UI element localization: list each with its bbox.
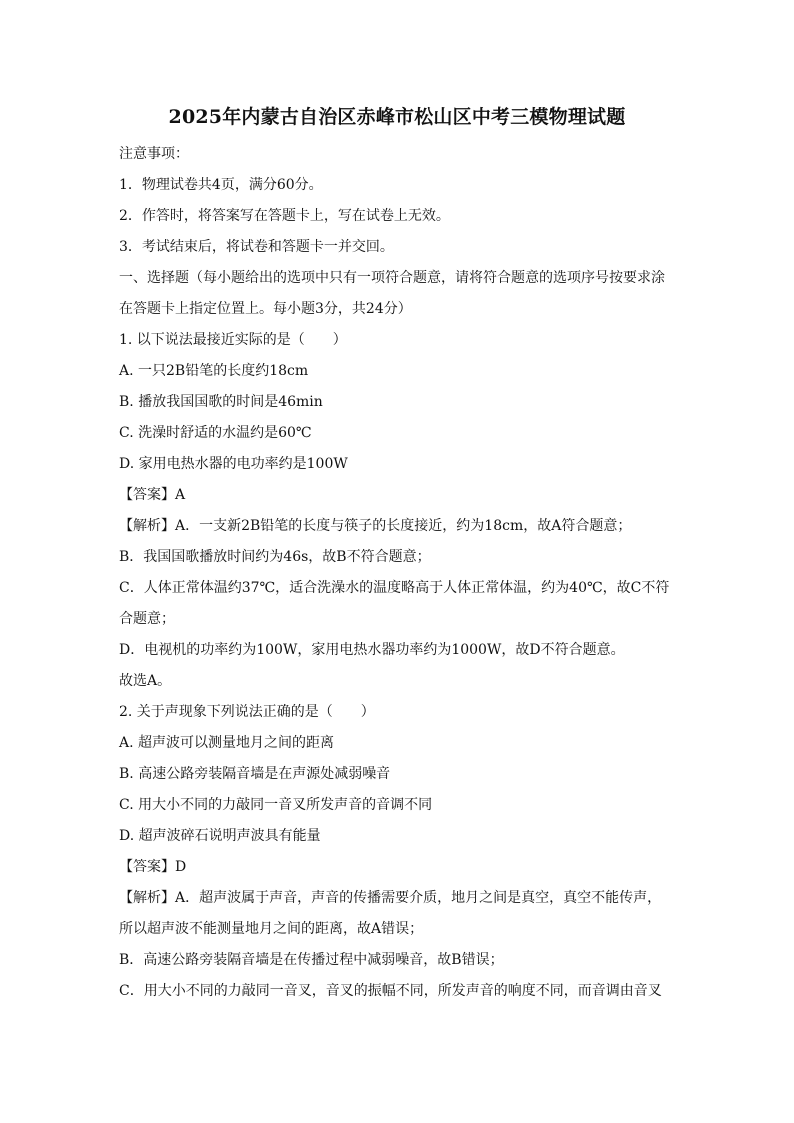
q1-analysis: D．电视机的功率约为100W，家用电热水器功率约为1000W，故D不符合题意。: [119, 642, 625, 658]
section-heading: 一、选择题（每小题给出的选项中只有一项符合题意，请将符合题意的选项序号按要求涂: [119, 270, 665, 286]
q2-option-b: B. 高速公路旁装隔音墙是在声源处减弱噪音: [119, 766, 391, 782]
notice-heading: 注意事项：: [119, 146, 189, 162]
q1-option-c: C. 洗澡时舒适的水温约是60℃: [119, 425, 312, 441]
q2-analysis: 所以超声波不能测量地月之间的距离，故A错误；: [119, 921, 424, 937]
question-1: 1. 以下说法最接近实际的是（ ）: [119, 332, 347, 348]
notice-item: 2．作答时，将答案写在答题卡上，写在试卷上无效。: [119, 208, 450, 224]
notice-item: 3．考试结束后，将试卷和答题卡一并交回。: [119, 239, 394, 255]
q2-analysis: B．高速公路旁装隔音墙是在传播过程中减弱噪音，故B错误；: [119, 952, 504, 968]
q1-analysis: 合题意；: [119, 611, 175, 627]
q1-analysis: 【解析】A．一支新2B铅笔的长度与筷子的长度接近，约为18cm，故A符合题意；: [119, 518, 632, 534]
q2-analysis: 【解析】A．超声波属于声音，声音的传播需要介质，地月之间是真空，真空不能传声，: [119, 890, 662, 906]
q1-conclusion: 故选A。: [119, 673, 172, 689]
q2-option-a: A. 超声波可以测量地月之间的距离: [119, 735, 335, 751]
q1-option-a: A. 一只2B铅笔的长度约18cm: [119, 363, 309, 379]
q1-analysis: B．我国国歌播放时间约为46s，故B不符合题意；: [119, 549, 431, 565]
q2-analysis: C．用大小不同的力敲同一音叉，音叉的振幅不同，所发声音的响度不同，而音调由音叉: [119, 983, 662, 999]
q2-option-c: C. 用大小不同的力敲同一音叉所发声音的音调不同: [119, 797, 433, 813]
q2-answer: 【答案】D: [119, 859, 187, 875]
document-title: 2025年内蒙古自治区赤峰市松山区中考三模物理试题: [168, 106, 626, 128]
notice-item: 1．物理试卷共4页，满分60分。: [119, 177, 323, 193]
q1-option-d: D. 家用电热水器的电功率约是100W: [119, 456, 348, 472]
q2-option-d: D. 超声波碎石说明声波具有能量: [119, 828, 321, 844]
section-heading-cont: 在答题卡上指定位置上。每小题3分，共24分）: [119, 301, 412, 317]
q1-option-b: B. 播放我国国歌的时间是46min: [119, 394, 323, 410]
question-2: 2. 关于声现象下列说法正确的是（ ）: [119, 704, 375, 720]
q1-analysis: C．人体正常体温约37℃，适合洗澡水的温度略高于人体正常体温，约为40℃，故C不符: [119, 580, 670, 596]
q1-answer: 【答案】A: [119, 487, 186, 503]
